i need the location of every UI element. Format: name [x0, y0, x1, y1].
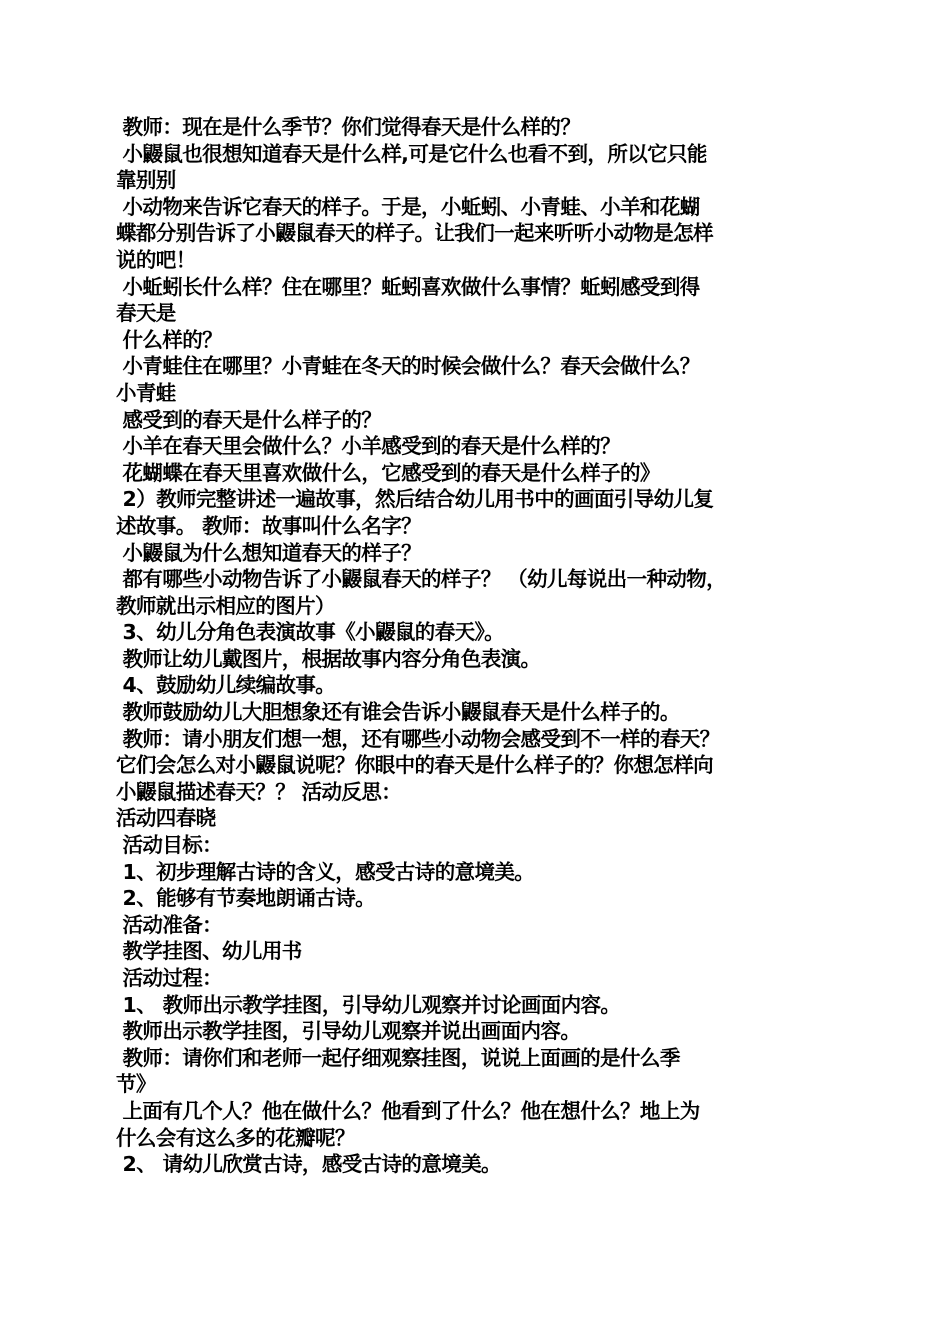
text-line: 教师鼓励幼儿大胆想象还有谁会告诉小鼹鼠春天是什么样子的。	[116, 700, 680, 725]
text-line: 都有哪些小动物告诉了小鼹鼠春天的样子？ （幼儿每说出一种动物，	[116, 567, 727, 592]
text-line: 小动物来告诉它春天的样子。于是，小蚯蚓、小青蛙、小羊和花蝴	[116, 194, 700, 219]
text-line: 靠别别	[116, 168, 176, 193]
text-line: 说的吧！	[116, 247, 196, 272]
text-line: 活动四春晓	[116, 806, 216, 831]
text-line: 上面有几个人？他在做什么？他看到了什么？他在想什么？地上为	[116, 1098, 700, 1123]
text-line: 1、初步理解古诗的含义，感受古诗的意境美。	[116, 859, 535, 884]
text-line: 蝶都分别告诉了小鼹鼠春天的样子。让我们一起来听听小动物是怎样	[116, 221, 713, 246]
text-line: 小鼹鼠为什么想知道春天的样子？	[116, 540, 422, 565]
text-line: 小蚯蚓长什么样？住在哪里？蚯蚓喜欢做什么事情？蚯蚓感受到得	[116, 274, 700, 299]
text-line: 它们会怎么对小鼹鼠说呢？你眼中的春天是什么样子的？你想怎样向	[116, 753, 713, 778]
text-line: 什么会有这么多的花瓣呢？	[116, 1125, 355, 1150]
text-line: 什么样的？	[116, 327, 223, 352]
text-line: 小鼹鼠描述春天？？ 活动反思：	[116, 779, 402, 804]
text-line: 小羊在春天里会做什么？小羊感受到的春天是什么样的？	[116, 434, 621, 459]
text-line: 感受到的春天是什么样子的？	[116, 407, 382, 432]
text-line: 小鼹鼠也很想知道春天是什么样,可是它什么也看不到，所以它只能	[116, 141, 707, 166]
document-page	[116, 114, 840, 1178]
text-line: 春天是	[116, 301, 176, 326]
text-line: 教师：请小朋友们想一想，还有哪些小动物会感受到不一样的春天？	[116, 726, 720, 751]
text-line: 教师让幼儿戴图片，根据故事内容分角色表演。	[116, 646, 541, 671]
text-line: 小青蛙	[116, 380, 176, 405]
text-line: 小青蛙住在哪里？小青蛙在冬天的时候会做什么？春天会做什么？	[116, 354, 700, 379]
text-line: 教师出示教学挂图，引导幼儿观察并说出画面内容。	[116, 1019, 581, 1044]
text-line: 1、 教师出示教学挂图，引导幼儿观察并讨论画面内容。	[116, 992, 621, 1017]
text-line: 活动过程：	[116, 966, 223, 990]
text-line: 花蝴蝶在春天里喜欢做什么，它感受到的春天是什么样子的》	[116, 460, 660, 485]
text-line: 教师：请你们和老师一起仔细观察挂图，说说上面画的是什么季	[116, 1045, 680, 1070]
text-line: 2）教师完整讲述一遍故事，然后结合幼儿用书中的画面引导幼儿复	[116, 487, 714, 512]
text-line: 教师就出示相应的图片）	[116, 593, 335, 618]
text-line: 教师：现在是什么季节？你们觉得春天是什么样的？	[116, 115, 581, 139]
text-line: 2、能够有节奏地朗诵古诗。	[116, 886, 376, 911]
text-line: 述故事。 教师：故事叫什么名字？	[116, 513, 422, 538]
text-line: 3、幼儿分角色表演故事《小鼹鼠的春天》。	[116, 620, 505, 645]
text-line: 2、 请幼儿欣赏古诗，感受古诗的意境美。	[116, 1152, 501, 1177]
text-line: 节》	[116, 1072, 156, 1097]
text-line: 活动目标：	[116, 833, 223, 858]
text-line: 活动准备：	[116, 912, 223, 937]
text-line: 教学挂图、幼儿用书	[116, 939, 302, 964]
text-line: 4、鼓励幼儿续编故事。	[116, 673, 336, 698]
